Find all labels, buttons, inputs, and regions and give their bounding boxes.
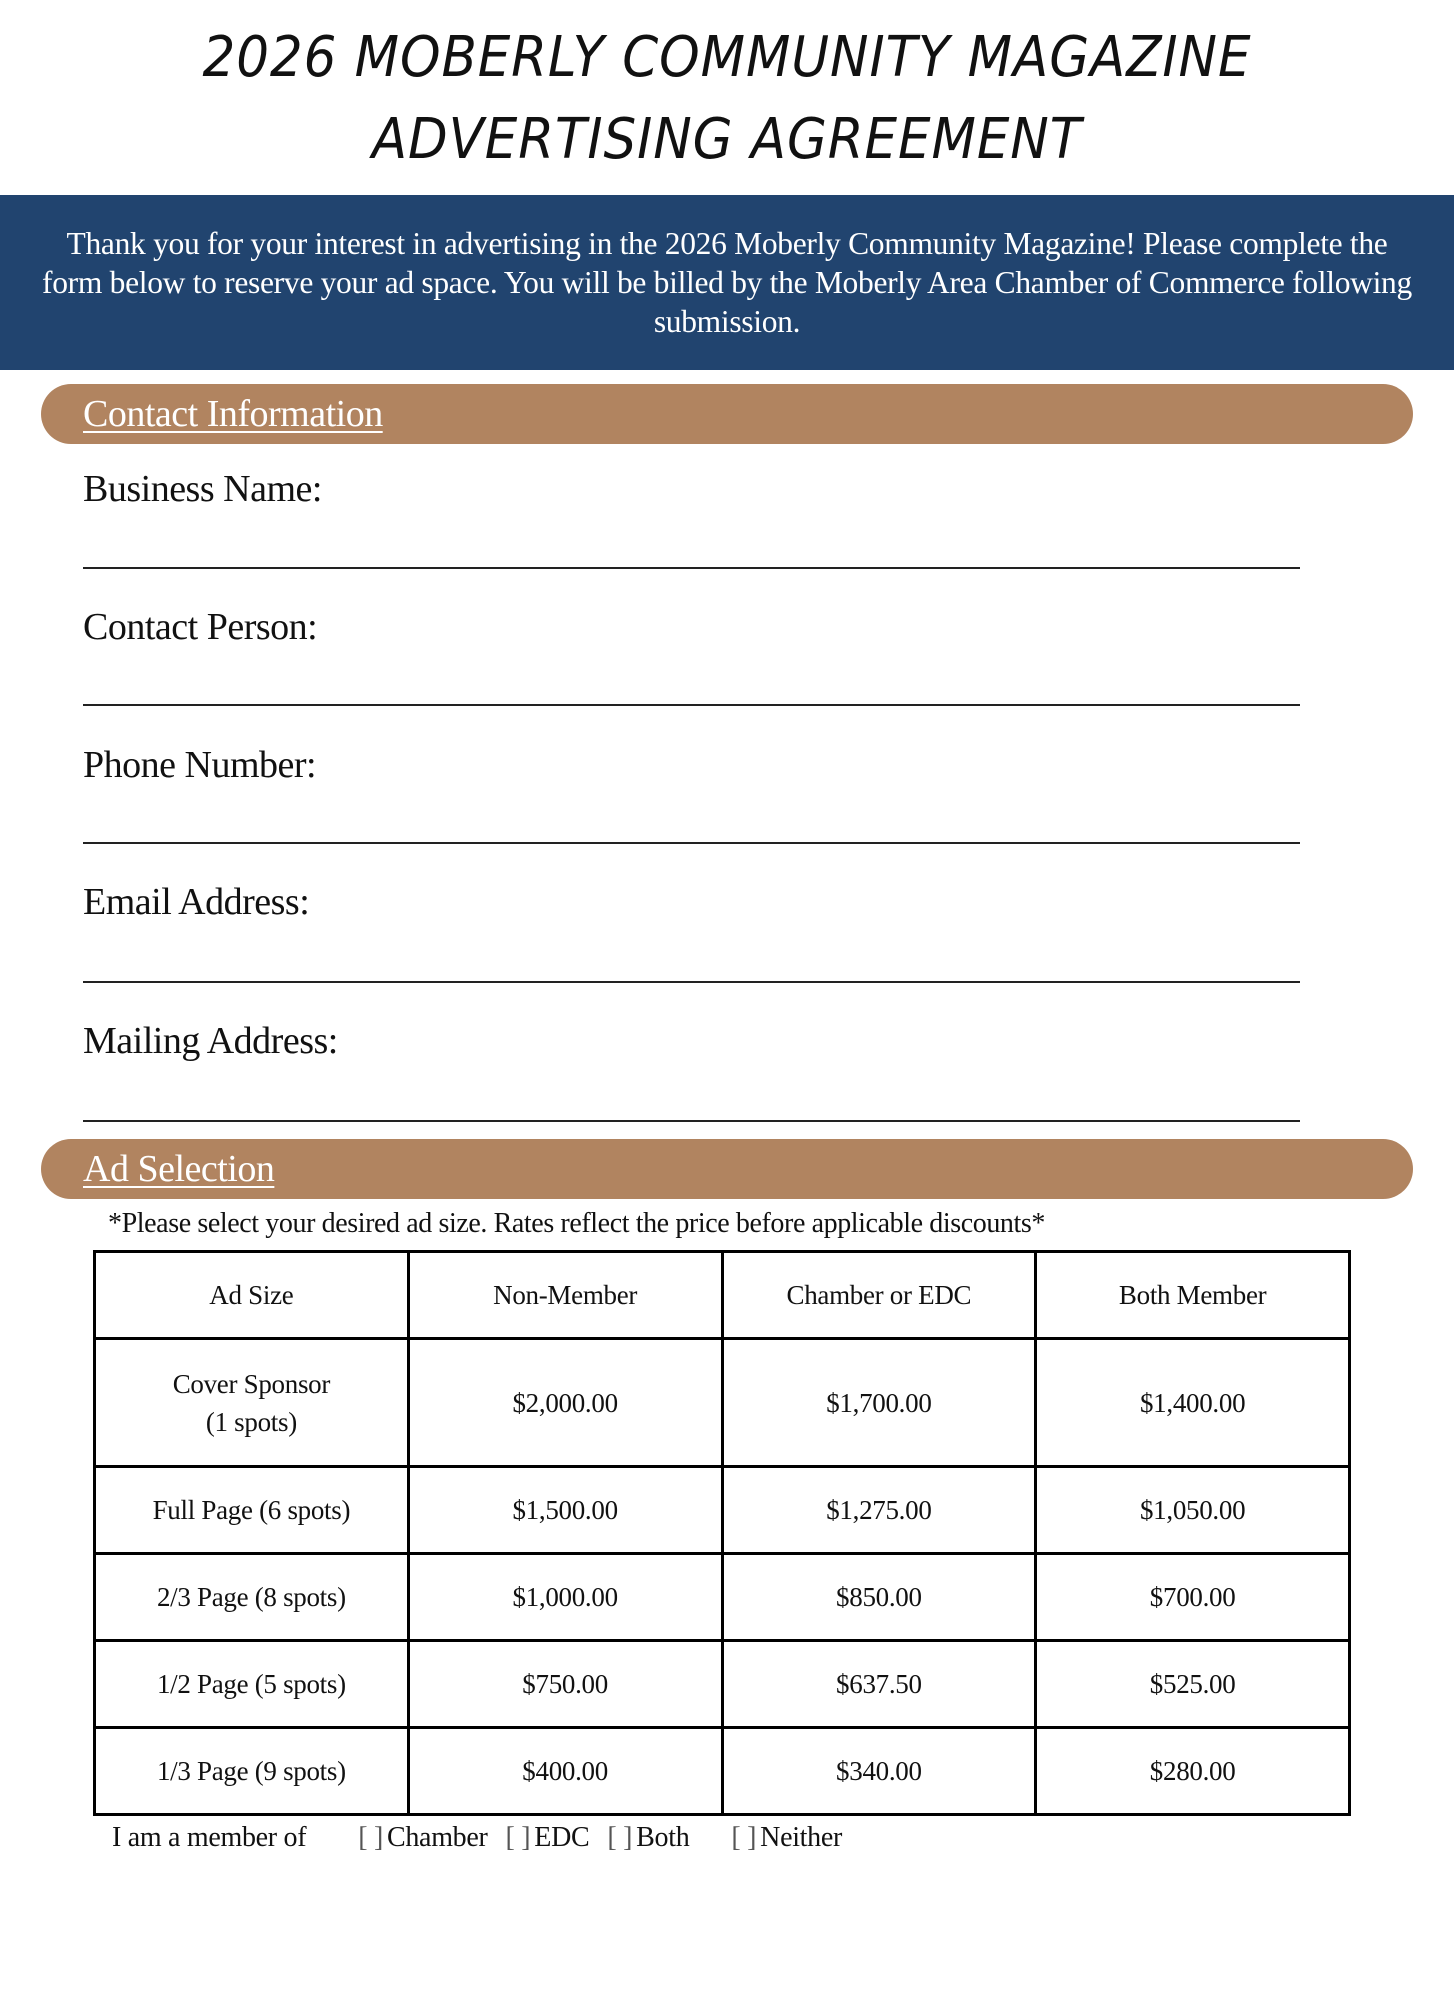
ad-size-cell — [95, 1339, 409, 1467]
both-member-price: $280.00 — [1036, 1728, 1350, 1815]
table-row[interactable] — [95, 1728, 1350, 1815]
header-both-member: Both Member — [1036, 1252, 1350, 1339]
page-title-line-2: ADVERTISING AGREEMENT — [371, 107, 1083, 172]
ad-selection-header — [41, 1139, 1413, 1199]
ad-size-cell: 1/2 Page (5 spots) — [95, 1641, 409, 1728]
chamber-or-edc-price: $850.00 — [722, 1554, 1036, 1641]
non-member-price: $750.00 — [408, 1641, 722, 1728]
header-chamber-or-edc: Chamber or EDC — [722, 1252, 1036, 1339]
membership-option-chamber[interactable] — [358, 1822, 487, 1854]
table-header-row — [95, 1252, 1350, 1339]
chamber-or-edc-price: $637.50 — [722, 1641, 1036, 1728]
membership-selection — [112, 1822, 860, 1854]
ad-size-cell: 1/3 Page (9 spots) — [95, 1728, 409, 1815]
both-member-price: $1,400.00 — [1036, 1339, 1350, 1467]
contact-person-label: Contact Person: — [83, 606, 318, 648]
mailing-address-field[interactable] — [83, 1120, 1300, 1122]
option-label: Chamber — [386, 1822, 488, 1853]
email-address-field[interactable] — [83, 981, 1300, 983]
contact-information-header — [41, 384, 1413, 444]
option-label: Both — [636, 1822, 690, 1853]
mailing-address-label: Mailing Address: — [83, 1020, 338, 1062]
non-member-price: $1,500.00 — [408, 1467, 722, 1554]
membership-label: I am a member of — [112, 1822, 307, 1853]
business-name-label: Business Name: — [83, 468, 322, 510]
option-label: EDC — [534, 1822, 590, 1853]
intro-text: Thank you for your interest in advertising in the 2026 Moberly Community Magazine! Please complete the form below to reserve your ad space. You will be billed by the Moberly Area Chamber of Commerce following submission. — [42, 226, 1412, 339]
phone-number-field[interactable] — [83, 842, 1300, 844]
contact-information-heading: Contact Information — [83, 393, 383, 435]
ad-size-cell: Full Page (6 spots) — [95, 1467, 409, 1554]
non-member-price: $2,000.00 — [408, 1339, 722, 1467]
membership-option-both[interactable] — [607, 1822, 689, 1854]
checkbox-icon[interactable]: [ ] — [607, 1822, 633, 1853]
checkbox-icon[interactable]: [ ] — [731, 1822, 757, 1853]
ad-rates-table — [93, 1250, 1351, 1816]
header-non-member: Non-Member — [408, 1252, 722, 1339]
chamber-or-edc-price: $340.00 — [722, 1728, 1036, 1815]
ad-selection-heading: Ad Selection — [83, 1148, 275, 1190]
checkbox-icon[interactable]: [ ] — [358, 1822, 383, 1853]
ad-size-line-1: Cover Sponsor — [172, 1368, 331, 1399]
ad-size-cell: 2/3 Page (8 spots) — [95, 1554, 409, 1641]
non-member-price: $400.00 — [408, 1728, 722, 1815]
option-label: Neither — [760, 1822, 843, 1853]
both-member-price: $525.00 — [1036, 1641, 1350, 1728]
phone-number-label: Phone Number: — [83, 744, 317, 786]
non-member-price: $1,000.00 — [408, 1554, 722, 1641]
contact-person-field[interactable] — [83, 704, 1300, 706]
both-member-price: $1,050.00 — [1036, 1467, 1350, 1554]
intro-banner — [0, 195, 1454, 370]
table-row[interactable] — [95, 1467, 1350, 1554]
table-row[interactable] — [95, 1554, 1350, 1641]
table-row[interactable] — [95, 1339, 1350, 1467]
membership-option-edc[interactable] — [506, 1822, 590, 1854]
page-title-line-1: 2026 MOBERLY COMMUNITY MAGAZINE — [202, 25, 1252, 90]
business-name-field[interactable] — [83, 567, 1300, 569]
ad-selection-note: *Please select your desired ad size. Rates reflect the price before applicable discounts* — [108, 1208, 1046, 1239]
chamber-or-edc-price: $1,700.00 — [722, 1339, 1036, 1467]
membership-option-neither[interactable] — [731, 1822, 842, 1854]
chamber-or-edc-price: $1,275.00 — [722, 1467, 1036, 1554]
both-member-price: $700.00 — [1036, 1554, 1350, 1641]
table-row[interactable] — [95, 1641, 1350, 1728]
checkbox-icon[interactable]: [ ] — [505, 1822, 531, 1853]
email-address-label: Email Address: — [83, 881, 310, 923]
header-ad-size: Ad Size — [95, 1252, 409, 1339]
ad-size-line-2: (1 spots) — [205, 1406, 297, 1437]
